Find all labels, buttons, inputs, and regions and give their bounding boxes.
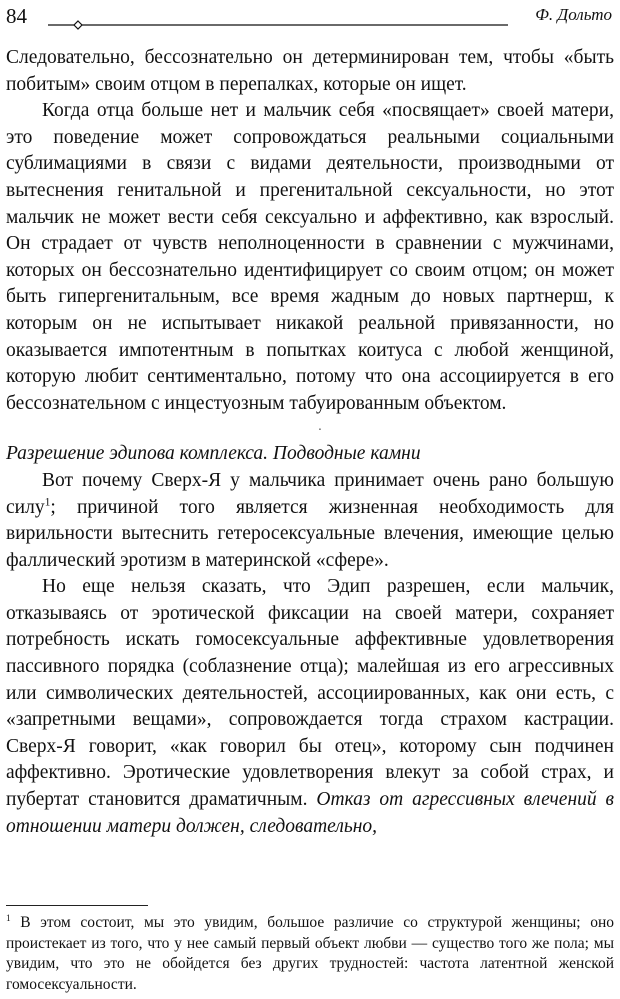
paragraph-text: Но еще нельзя сказать, что Эдип разрешен, если мальчик, отказываясь от эротической фиксации на своей матери, сохраняет потребность искать гомосексуальные аффективные удовлетворения пассивного порядка (соблазнение отца); малейшая из его агрессивных или символических деятельностей, ассоциированных, как они есть, с «запретными вещами», сопровождается тогда страхом кастрации. Сверх-Я говорит, «как говорил бы отец», которому сын подчинен аффективно. Эротические удовлетворения влекут за собой страх, и пубертат становится драматичным.	[6, 576, 614, 811]
footnote	[6, 913, 614, 995]
main-text	[6, 45, 614, 840]
paragraph-text: Вот почему Сверх-Я у мальчика принимает очень рано большую силу	[6, 469, 614, 518]
paragraph	[6, 468, 614, 574]
emphasis-text: Отказ от агрессивных влечений в отношении матери должен, следовательно,	[6, 789, 614, 837]
separator-dot: ·	[317, 423, 323, 439]
footnote-text: В этом состоит, мы это увидим, большое различие со структурой женщины; оно проистекает из того, что у нее самый первый объект любви — существо того же пола; мы увидим, что это не обойдется без других трудностей: частота латентной женской гомосексуальности.	[6, 914, 614, 993]
paragraph: Когда отца больше нет и мальчик себя «посвящает» своей матери, это поведение может сопровождаться реальными социальными сублимациями в связи с видами деятельности, производными от вытеснения генитальной и прегенитальной сексуальности, но этот мальчик не может вести себя сексуально и аффективно, как взрослый. Он страдает от чувств неполноценности в сравнении с мужчинами, которых он бессознательно идентифицирует со своим отцом; он может быть гипергенитальным, все время жадным до новых партнерш, к которым он не испытывает никакой реальной привязанности, но оказывается импотентным в попытках коитуса с любой женщиной, которую любит сентиментально, потому что она ассоциируется в его бессознательном с инцестуозным табуированным объектом.	[6, 100, 614, 414]
running-head: Ф. Дольто	[535, 5, 612, 24]
header-rule	[48, 20, 508, 30]
paragraph: Следовательно, бессознательно он детерминирован тем, чтобы «быть побитым» своим отцом в перепалках, которые он ищет.	[6, 47, 614, 95]
footnote-rule	[6, 905, 148, 906]
footnote-marker: 1	[6, 913, 11, 924]
diamond-ornament-icon	[74, 21, 82, 29]
section-heading: Разрешение эдипова комплекса. Подводные камни	[6, 443, 421, 465]
footnotes	[6, 913, 614, 995]
page-number: 84	[6, 4, 27, 28]
paragraph	[6, 574, 614, 840]
footnote-reference[interactable]: 1	[44, 495, 51, 508]
paragraph-text: ; причиной того является жизненная необходимость для вирильности вытеснить гетеросексуальные влечения, имеющие целью фаллический эротизм в материнской «сфере».	[6, 496, 614, 571]
